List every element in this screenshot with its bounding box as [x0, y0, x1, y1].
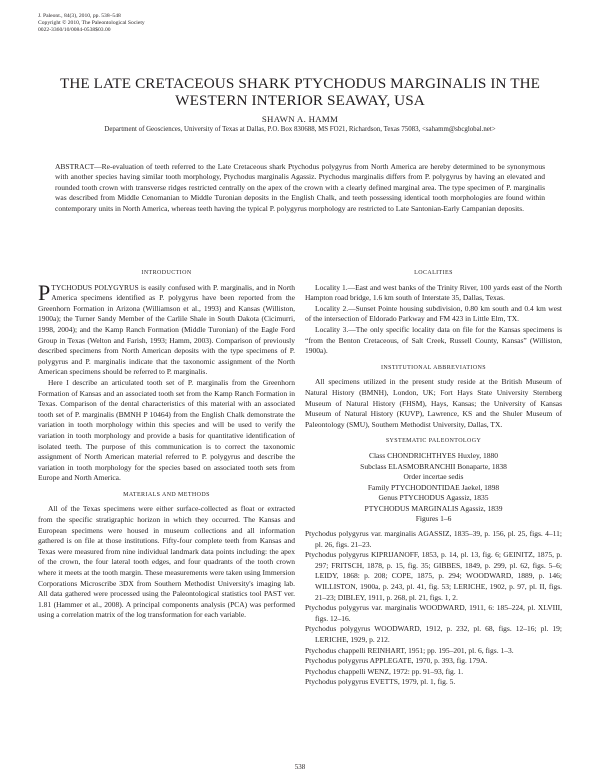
synonymy-list [305, 529, 562, 688]
synonymy-entry: Ptychodus polygyrus APPLEGATE, 1970, p. 393, fig. 179A. [305, 656, 488, 666]
synonymy-entry: Ptychodus polygyrus KIPRIJANOFF, 1853, p. 14, pl. 13, fig. 6; GEINITZ, 1875, p. 297; FRITSCH, 1878, p. 15, fig. 35; GIBBES, 1849, p. 299, pl. 62, figs. 5–6; LEIDY, 1868: p. 208; COPE, 1875, p. 294; WOODWARD, 1889, p. 146; WILLISTON, 1900a, p. 243, pl. 41, fig. 53; LERICHE, 1902, p. 97, pl. II, figs. 21–23; DIBLEY, 1911, p. 268, pl. 21, figs. 1, 2. [305, 550, 562, 602]
synonymy-entry: Ptychodus polygyrus var. marginalis AGASSIZ, 1835–39, p. 156, pl. 25, figs. 4–11; pl. 26, figs. 21–23. [305, 529, 562, 549]
systematic-paleontology-heading: SYSTEMATIC PALEONTOLOGY [385, 438, 482, 445]
synonymy-entry: Ptychodus polygyrus var. marginalis WOODWARD, 1911, 6: 185–224, pl. XLVIII, figs. 12–16. [305, 603, 562, 623]
left-column [38, 262, 295, 621]
synonymy-entry: Ptychodus chappelli WENZ, 1972: pp. 91–93, fig. 1. [305, 666, 464, 676]
introduction-paragraph-1 [38, 279, 295, 378]
introduction-paragraph-1-text: TYCHODUS POLYGYRUS is easily confused with P. marginalis, and in North America specimens identified as P. polygyrus have been reported from the Greenhorn Formation in Arizona (Williamson et al., 1993) and Kansas (Williston, 1900a); the Turner Sandy Member of the Carlile Shale in South Dakota (Cicimurri, 1998, 2004); and the Kamp Ranch Formation (Middle Turonian) of the Eagle Ford Group in Texas (Welton and Farish, 1993; Hamm, 2003). Comparison of previously described specimens from North American deposits with the type specimens of P. polygyrus and P. marginalis indicate that the taxonomic assignment of the North American specimens should be referred to P. marginalis. [38, 282, 295, 377]
journal-copyright: Copyright © 2010, The Paleontological Society [38, 20, 145, 26]
figures-reference: Figures 1–6 [415, 514, 452, 524]
taxonomy-block [305, 451, 562, 525]
taxon-genus: Genus PTYCHODUS Agassiz, 1835 [378, 493, 489, 503]
synonymy-entry: Ptychodus chappelli REINHART, 1951; pp. 195–201, pl. 6, figs. 1–3. [305, 645, 514, 655]
page-number: 538 [294, 763, 306, 771]
locality-3: Locality 3.—The only specific locality data on file for the Kansas specimens is “from the Benton Cretaceous, of Salt Creek, Russell County, Kansas” (Williston, 1900a). [305, 324, 562, 356]
journal-citation: J. Paleont., 84(3), 2010, pp. 538–548 [38, 13, 121, 19]
locality-1: Locality 1.—East and west banks of the Trinity River, 100 yards east of the North Hampton road bridge, 1.6 km south of Interstate 35, Dallas, Texas. [305, 282, 562, 303]
right-column [305, 262, 562, 688]
taxon-family: Family PTYCHODONTIDAE Jaekel, 1898 [367, 482, 500, 492]
introduction-heading: INTRODUCTION [141, 270, 192, 276]
abbreviations-heading: INSTITUTIONAL ABBREVIATIONS [380, 364, 487, 371]
methods-paragraph: All of the Texas specimens were either surface-collected as float or extracted from the specific stratigraphic horizon in which they occurred. The Kansas and European specimens were housed in museum collections and all information gathered is on file at those institutions. Fifty-four complete teeth from Kansas and Texas were measured from nine individual landmark data points including: the apex of the crown, the four lateral tooth edges, and four quadrants of the tooth crown where it meets at the tooth margin. These measurements were taken using Immersion Corporations Microscribe 3DX from Southern Methodist University's imaging lab. All data gathered were processed using the Paleontological statistics tool PAST ver. 1.81 (Hammer et al., 2008). A principal components analysis (PCA) was performed using a correlation matrix of the log transformation for each variable. [38, 504, 295, 620]
author-affiliation: Department of Geosciences, University of Texas at Dallas, P.O. Box 830688, MS FO21, Richardson, Texas 75083, <sahamm@sbcglobal.net> [104, 126, 496, 133]
abstract: ABSTRACT—Re-evaluation of teeth referred to the Late Cretaceous shark Ptychodus polygyrus from North America are hereby determined to be synonymous with another species having similar tooth morphology, Ptychodus marginalis Agassiz. Ptychodus marginalis differs from P. polygyrus by having an elevated and rounded tooth crown with transverse ridges restricted centrally on the apex of the crown with a clearly defined marginal area. The type specimen of P. marginalis was described from Middle Cenomanian to Middle Turonian deposits in the English Chalk, and teeth possessing identical tooth morphologies are found within contemporary units in North America, whereas teeth having the typical P. polygyrus morphology are restricted to Late Santonian-Early Campanian deposits. [55, 161, 545, 213]
drop-cap: P [38, 279, 51, 305]
abbreviations-paragraph: All specimens utilized in the present study reside at the British Museum of Natural History (BMNH), London, UK; Fort Hays State University Sternberg Museum of Natural History (FHSM), Hays, Kansas; the University of Kansas Museum of Natural History (KUVP), Lawrence, KS and the Shuler Museum of Paleontology (SMU), Southern Methodist University, Dallas, TX. [305, 377, 562, 429]
taxon-subclass: Subclass ELASMOBRANCHII Bonaparte, 1838 [360, 461, 507, 471]
title-line-1: THE LATE CRETACEOUS SHARK PTYCHODUS MARGINALIS IN THE [59, 75, 541, 92]
synonymy-entry: Ptychodus polygyrus EVETTS, 1979, pl. 1, fig. 5. [305, 677, 456, 687]
introduction-paragraph-2: Here I describe an articulated tooth set of P. marginalis from the Greenhorn Formation of Kansas and an associated tooth set from the Kamp Ranch Formation in Texas. Comparison of the dental characteristics of this material with an associated tooth set of P. marginalis (BMNH P 10464) from the English Chalk demonstrate the variation in tooth morphology within this species and will be used to verify the variation in tooth morphology and provide a basis for quantitative identification of isolated teeth. The purpose of this communication is to correct the taxonomic assignment of North American material referred to P. polygyrus and describe the variation in tooth morphology for the species based on associated tooth sets from Europe and North America. [38, 377, 295, 483]
journal-header [38, 13, 145, 34]
author-name: SHAWN A. HAMM [261, 114, 339, 124]
title-line-2: WESTERN INTERIOR SEAWAY, USA [175, 92, 425, 109]
taxon-order: Order incertae sedis [403, 472, 464, 482]
synonymy-entry: Ptychodus polygyrus WOODWARD, 1912, p. 232, pl. 68, figs. 12–16; pl. 19; LERICHE, 1929, p. 212. [305, 624, 562, 644]
locality-2: Locality 2.—Sunset Pointe housing subdivision, 0.80 km south and 0.4 km west of the intersection of Eldorado Parkway and FM 423 in Little Elm, TX. [305, 303, 562, 324]
article-title [30, 75, 570, 109]
journal-issn: 0022-3360/10/0084-0538$03.00 [38, 27, 111, 33]
taxon-species: PTYCHODUS MARGINALIS Agassiz, 1839 [364, 503, 503, 513]
taxon-class: Class CHONDRICHTHYES Huxley, 1880 [368, 450, 499, 460]
localities-heading: LOCALITIES [414, 270, 453, 276]
methods-heading: MATERIALS AND METHODS [123, 491, 210, 498]
